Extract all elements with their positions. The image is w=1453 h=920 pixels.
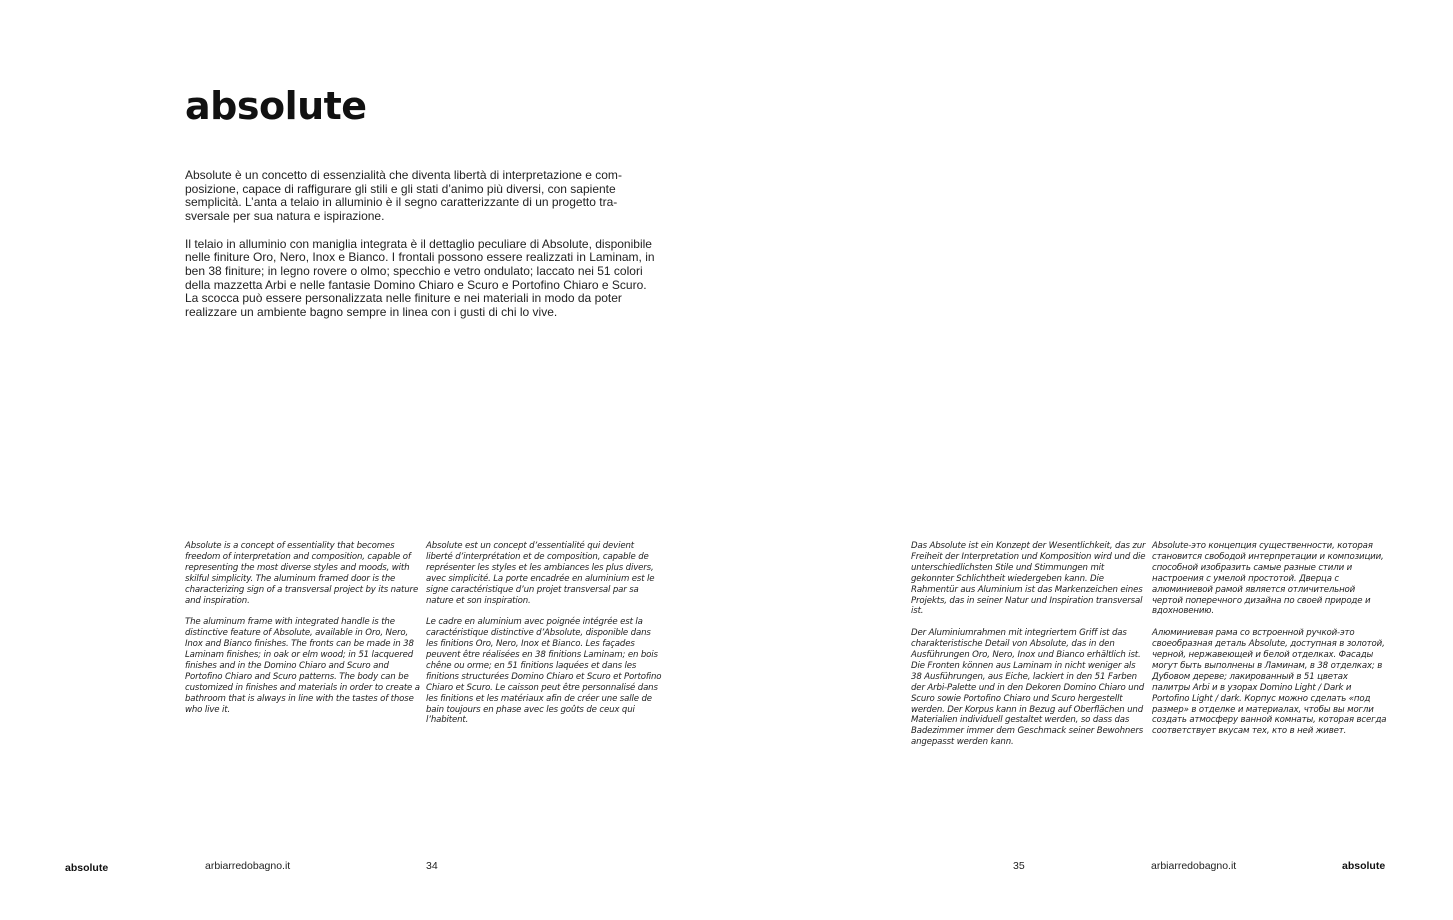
english-paragraph-2: The aluminum frame with integrated handle is the distinctive feature of Absolute, available in Oro, Nero, Inox and Bianco finishes. The fronts can be made in 38 Laminam finishes; in oak or elm wood; in 51 lacquered finishes and in the Domino Chiaro and Scuro and Portofino Chiaro and Scuro patterns. The body can be customized in finishes and materials in order to create a bathroom that is always in line with the tastes of those who live it. bbox=[185, 617, 420, 715]
russian-paragraph-2: Алюминиевая рама со встроенной ручкой-это своеобразная деталь Absolute, доступная в золотой, черной, нержавеющей и белой отделках. Фасады могут быть выполнены в Ламинам, в 38 отделках; в Дубовом дереве; лакированный в 51 цветах палитры Arbi и в узорах Domino Light / Dark и Portofino Light / dark. Корпус можно сделать «под размер» в отделке и материалах, чтобы вы могли создать атмосферу ванной комнаты, которая всегда соответствует вкусам тех, кто в ней живет. bbox=[1152, 628, 1387, 737]
page-number-left: 34 bbox=[426, 860, 438, 872]
right-page bbox=[727, 0, 1453, 920]
english-paragraph-1: Absolute is a concept of essentiality that becomes freedom of interpretation and composition, capable of representing the most diverse styles and moods, with skilful simplicity. The aluminum framed door is the characterizing sign of a transversal project by its nature and inspiration. bbox=[185, 541, 419, 606]
page-title: absolute bbox=[185, 84, 367, 128]
french-column bbox=[426, 541, 662, 737]
footer-brand-left: absolute bbox=[65, 862, 109, 874]
german-paragraph-2: Der Aluminiumrahmen mit integriertem Griff ist das charakteristische Detail von Absolute, das in den Ausführungen Oro, Nero, Inox und Bianco erhältlich ist. Die Fronten können aus Laminam in nicht weniger als 38 Ausführungen, aus Eiche, lackiert in den 51 Farben der Arbi-Palette und in den Dekoren Domino Chiaro und Scuro sowie Portofino Chiaro und Scuro hergestellt werden. Der Korpus kann in Bezug auf Oberflächen und Materialien individuell gestaltet werden, so dass das Badezimmer immer dem Geschmack seiner Bewohners angepasst werden kann. bbox=[911, 628, 1145, 748]
intro-paragraph-1: Absolute è un concetto di essenzialità che diventa libertà di interpretazione e composizione, capace di raffigurare gli stili e gli stati d’animo più diversi, con sapiente semplicità. L’anta a telaio in alluminio è il segno caratterizzante di un progetto trasversale per sua natura e ispirazione. bbox=[185, 168, 622, 224]
english-column bbox=[185, 541, 421, 726]
footer-brand-right: absolute bbox=[1342, 860, 1386, 872]
german-column bbox=[911, 541, 1147, 759]
left-page bbox=[0, 0, 726, 920]
page-number-right: 35 bbox=[1013, 860, 1025, 872]
russian-column bbox=[1152, 541, 1388, 748]
footer-url-right[interactable]: arbiarredobagno.it bbox=[1151, 860, 1237, 872]
french-paragraph-1: Absolute est un concept d’essentialité qui devient liberté d’interprétation et de composition, capable de représenter les styles et les ambiances les plus divers, avec simplicité. La porte encadrée en aluminium est le signe caractéristique d’un projet transversal par sa nature et son inspiration. bbox=[426, 541, 655, 606]
russian-paragraph-1: Absolute-это концепция существенности, которая становится свободой интерпретации и композиции, способной изобразить самые разные стили и настроения с умелой простотой. Дверца с алюминиевой рамой является отличительной чертой поперечного дизайна по своей природе и вдохновению. bbox=[1152, 541, 1384, 617]
italian-intro bbox=[185, 169, 657, 333]
french-paragraph-2: Le cadre en aluminium avec poignée intégrée est la caractéristique distinctive d’Absolute, disponible dans les finitions Oro, Nero, Inox et Bianco. Les façades peuvent être réalisées en 38 finitions Laminam; en bois chêne ou orme; en 51 finitions laquées et dans les finitions structurées Domino Chiaro et Scuro et Portofino Chiaro et Scuro. Le caisson peut être personnalisé dans les finitions et les matériaux afin de créer une salle de bain toujours en phase avec les goûts de ceux qui l’habitent. bbox=[426, 617, 662, 726]
footer-url-left[interactable]: arbiarredobagno.it bbox=[205, 860, 291, 872]
german-paragraph-1: Das Absolute ist ein Konzept der Wesentlichkeit, das zur Freiheit der Interpretation und Komposition wird und die unterschiedlichsten Stile und Stimmungen mit gekonnter Schlichtheit wiedergeben kann. Die Rahmentür aus Aluminium ist das Markenzeichen eines Projekts, das in seiner Natur und Inspiration transversal ist. bbox=[911, 541, 1146, 617]
intro-paragraph-2: Il telaio in alluminio con maniglia integrata è il dettaglio peculiare di Absolute, disponibile nelle finiture Oro, Nero, Inox e Bianco. I frontali possono essere realizzati in Laminam, in ben 38 finiture; in legno rovere o olmo; specchio e vetro ondulato; laccato nei 51 colori della mazzetta Arbi e nelle fantasie Domino Chiaro e Scuro e Portofino Chiaro e Scuro. La scocca può essere personalizzata nelle finiture e nei materiali in modo da poter realizzare un ambiente bagno sempre in linea con i gusti di chi lo vive. bbox=[185, 236, 655, 320]
